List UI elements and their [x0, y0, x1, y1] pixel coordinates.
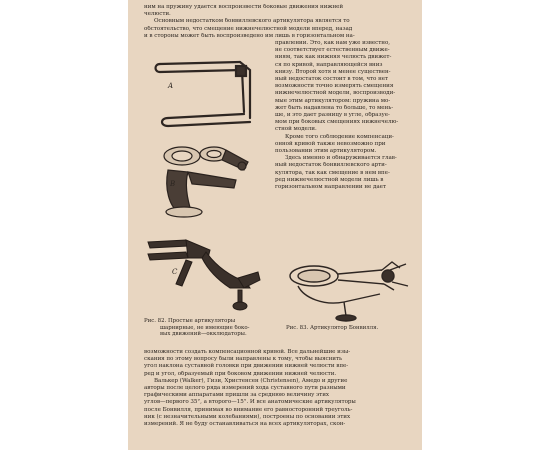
caption-line: шарнирные, не имеющие боко- — [160, 324, 250, 331]
text-line: ред нижнечелюстной модели лишь в — [275, 176, 384, 183]
text-line: после Бонвилля, принимая во внимание его равносторонний треуголь- — [144, 406, 353, 413]
figure-bonwill-articulator — [284, 250, 412, 322]
text-line: мом при боковых смещениях нижнечелю- — [275, 119, 399, 126]
figure-label-a: A — [168, 82, 174, 90]
text-line: графическими аппаратами пришли за среднюю величину этих — [144, 392, 330, 399]
text-line: ним на пружину удается воспроизвести боковые движения нижней — [144, 4, 344, 10]
text-line: углов—первого 35°, а второго—15°. И все анатомические артикуляторы — [144, 399, 356, 406]
text-line: стной модели. — [275, 126, 317, 133]
top-paragraph — [144, 4, 406, 40]
figure-label-c: C — [172, 268, 178, 276]
text-line: кулятора, так как смещение в нем впе- — [275, 169, 390, 176]
text-line: ник (с незначительными колебаниями), построены по основании этих — [144, 413, 351, 420]
text-line: правлении. Это, как нам уже известно, — [275, 40, 391, 46]
text-line: ред и угол, образуемый при боковом движении нижней челюсти. — [144, 370, 337, 377]
text-line: горизонтальном направлении не дает — [275, 184, 386, 191]
text-line: измерений. Я не буду останавливаться на всех артикуляторах, скон- — [144, 421, 346, 428]
text-line: авторы после целого ряда измерений хода суставного пути разными — [144, 385, 346, 392]
text-line: книзу. Второй хотя и менее существен- — [275, 68, 391, 75]
bottom-paragraph — [144, 349, 406, 428]
text-line: ше, и это дает разницу в угле, образуе- — [275, 112, 390, 119]
text-line: Кроме того соблюдение компенсаци- — [285, 133, 394, 140]
text-line: угол наклона суставной головки при движении нижней челюсти впе- — [144, 363, 349, 370]
caption-figure-82 — [144, 318, 270, 338]
text-line: Основным недостатком бонвиллевского артикулятора является то — [154, 18, 350, 25]
text-line: челюсти. — [144, 11, 171, 18]
text-line: скания по этому вопросу были направлены к тому, чтобы выяснить — [144, 356, 343, 363]
text-line: нижнечелюстной модели, воспроизводи- — [275, 90, 396, 97]
text-line: и в стороны может быть воспроизведено им лишь в горизонтальном на- — [144, 32, 355, 39]
figure-occluder-b — [148, 140, 260, 222]
text-line: не соответствует естественным движе- — [275, 47, 390, 54]
caption-line: вых движений—окклюдаторы. — [160, 331, 247, 338]
text-line: мые этим артикулятором: пружина мо- — [275, 97, 391, 104]
text-line: ниям, так как нижняя челюсть движет- — [275, 54, 392, 61]
text-line: онной кривой также невозможно при — [275, 140, 386, 147]
text-line: обстоятельство, что смещение нижнечелюстной модели вперед, назад — [144, 25, 353, 32]
text-line: Здесь именно и обнаруживается глав- — [285, 155, 397, 162]
caption-figure-83: Рис. 83. Артикулятор Бонвилля. — [286, 325, 379, 331]
figure-occluder-a — [146, 52, 264, 132]
text-line: жет быть надавлена то больше, то мень- — [275, 104, 394, 111]
figure-occluder-c — [146, 236, 264, 316]
text-line: ный недостаток бонвиллевского арти- — [275, 162, 387, 169]
text-line: пользовании этим артикулятором. — [275, 148, 377, 155]
text-line: возможности точно измерять смещения — [275, 83, 394, 90]
caption-line: Рис. 82. Простые артикуляторы — [144, 318, 236, 324]
book-page — [128, 0, 422, 450]
text-line: ный недостаток состоит в том, что нет — [275, 76, 389, 83]
right-column — [275, 40, 415, 191]
text-line: ся по кривой, направляющейся вниз — [275, 61, 383, 68]
figure-label-b: B — [170, 180, 176, 188]
text-line: возможности создать компенсационной кривой. Все дальнейшие изы- — [144, 349, 351, 355]
text-line: Валькер (Walker), Гизи, Христенсен (Christensen), Амедо и другие — [154, 377, 348, 384]
